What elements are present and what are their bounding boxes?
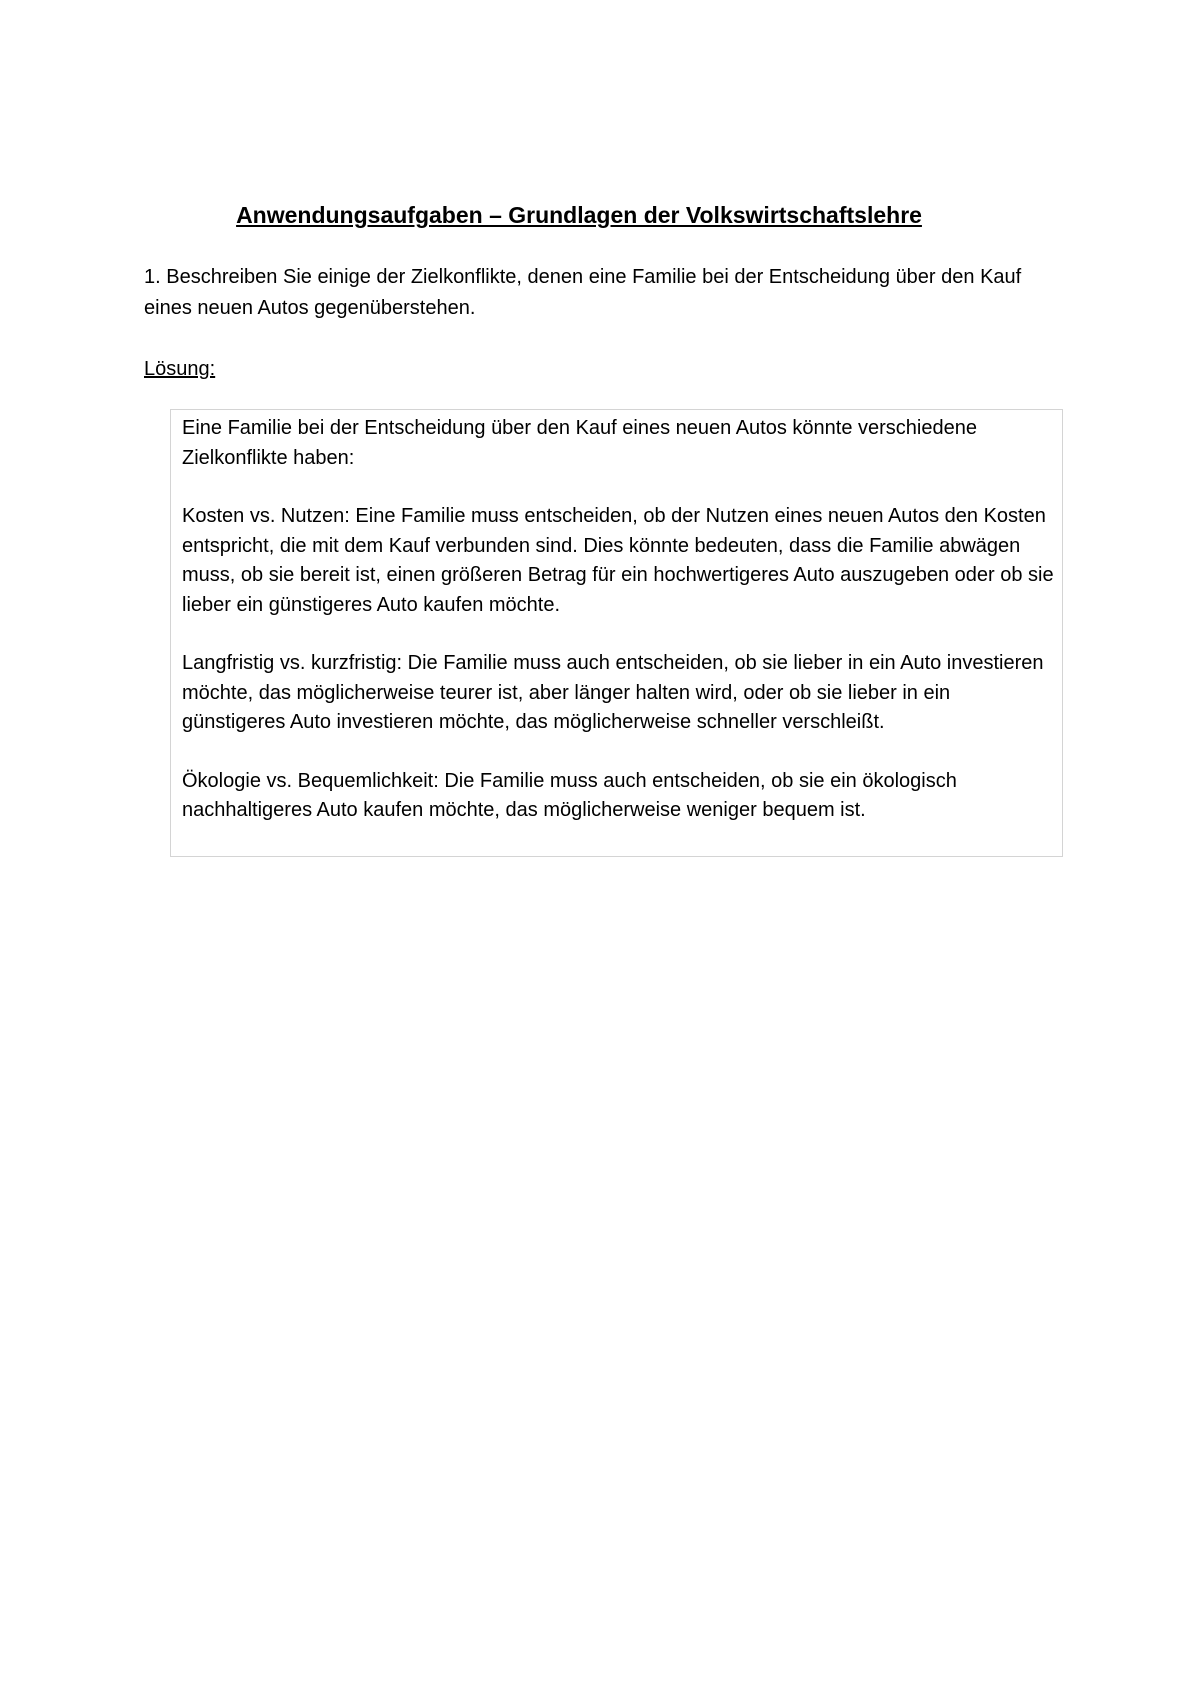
solution-intro: Eine Familie bei der Entscheidung über den Kauf eines neuen Autos könnte verschiedene Zielkonflikte haben: <box>182 417 977 469</box>
solution-long-vs-short-term: Langfristig vs. kurzfristig: Die Familie muss auch entscheiden, ob sie lieber in ein Auto investieren möchte, das möglicherweise teurer ist, aber länger halten wird, oder ob sie lieber in ein günstigeres Auto investieren möchte, das möglicherweise schneller verschleißt. <box>182 652 1044 733</box>
document-title: Anwendungsaufgaben – Grundlagen der Volkswirtschaftslehre <box>236 202 922 228</box>
solution-cost-vs-benefit: Kosten vs. Nutzen: Eine Familie muss entscheiden, ob der Nutzen eines neuen Autos den Kosten entspricht, die mit dem Kauf verbunden sind. Dies könnte bedeuten, dass die Familie abwägen muss, ob sie bereit ist, einen größeren Betrag für ein hochwertigeres Auto auszugeben oder ob sie lieber ein günstigeres Auto kaufen möchte. <box>182 505 1054 616</box>
solution-ecology-vs-comfort: Ökologie vs. Bequemlichkeit: Die Familie muss auch entscheiden, ob sie ein ökologisch nachhaltigeres Auto kaufen möchte, das möglicherweise weniger bequem ist. <box>182 769 957 821</box>
task-question: 1. Beschreiben Sie einige der Zielkonflikte, denen eine Familie bei der Entscheidung über den Kauf eines neuen Autos gegenüberstehen. <box>144 266 1022 319</box>
solution-box <box>170 409 1063 857</box>
solution-label: Lösung: <box>144 358 216 380</box>
